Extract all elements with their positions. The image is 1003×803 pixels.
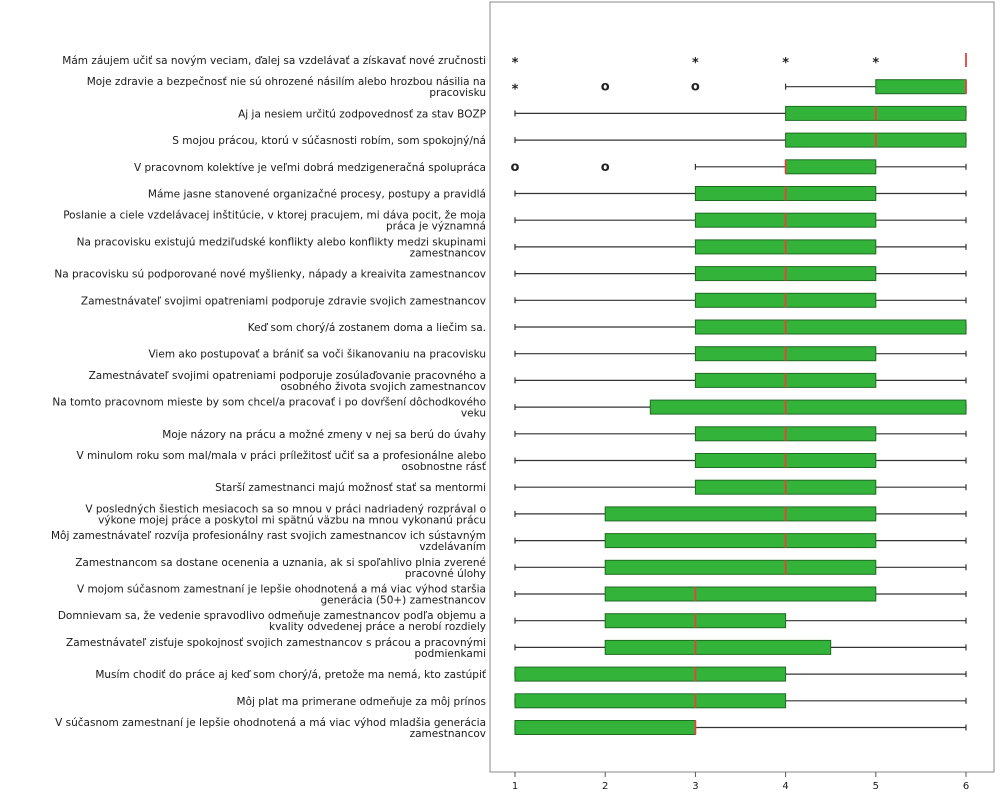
category-label-line: osobnostne rásť [401, 461, 486, 473]
iqr-box [605, 560, 876, 574]
category-label-line: výkone mojej práce a poskytol mi spätnú väzbu na mnou vykonanú prácu [98, 514, 486, 527]
iqr-box [515, 667, 786, 681]
x-tick-label: 4 [782, 781, 789, 792]
outlier-star: * [511, 82, 519, 98]
category-label [237, 696, 486, 708]
category-label-line: Zamestnávateľ svojimi opatreniami podporuje zosúlaďovanie pracovného a [88, 369, 486, 382]
iqr-box [515, 721, 695, 735]
iqr-box [650, 400, 966, 414]
category-label [85, 503, 486, 526]
iqr-box [605, 534, 876, 548]
category-label-line: pracovné úlohy [404, 567, 486, 580]
category-label-line: V súčasnom zamestnaní je lepšie ohodnotená a má viac výhod mladšia generácia [55, 717, 486, 729]
category-label [87, 76, 486, 99]
category-label [215, 482, 486, 494]
category-label-line: Na pracovisku sú podporované nové myšlienky, nápady a kreaivita zamestnancov [54, 268, 486, 281]
category-label-line: V mojom súčasnom zamestnaní je lepšie ohodnotená a má viac výhod staršia [76, 583, 486, 596]
category-label-line: Máme jasne stanovené organizačné procesy, postupy a pravidlá [147, 188, 486, 201]
category-label [89, 370, 486, 393]
category-label-line: Môj plat ma primerane odmeňuje za môj prínos [236, 695, 486, 708]
category-label [148, 189, 486, 201]
x-tick-label: 2 [602, 781, 609, 792]
category-label [95, 669, 486, 681]
category-label-line: Moje názory na prácu a možné zmeny v nej sa berú do úvahy [162, 428, 486, 441]
category-label [55, 717, 486, 740]
category-label [77, 584, 486, 607]
category-label [62, 55, 486, 67]
category-label-line: S mojou prácou, ktorú v súčasnosti robím, som spokojný/ná [172, 135, 486, 148]
category-label-line: podmienkami [414, 647, 486, 660]
category-label [54, 269, 486, 281]
category-label-line: osobného života svojich zamestnancov [280, 380, 486, 393]
iqr-box [786, 160, 876, 174]
iqr-box [605, 640, 831, 654]
iqr-box [515, 694, 786, 708]
category-label [66, 637, 486, 660]
category-label-line: V pracovnom kolektíve je veľmi dobrá medzigeneračná spolupráca [133, 161, 486, 174]
category-label-line: Domnievam sa, že vedenie spravodlivo odmeňuje zamestnancov podľa objemu a [57, 610, 486, 623]
category-label-line: Musím chodiť do práce aj keď som chorý/á, pretože ma nemá, kto zastúpiť [95, 669, 486, 682]
category-label-line: Moje zdravie a bezpečnosť nie sú ohrozené násilím alebo hrozbou násilia na [86, 76, 486, 89]
category-label-line: zamestnancov [409, 728, 486, 740]
category-label-line: Starší zamestnanci majú možnosť stať sa mentormi [215, 482, 486, 495]
category-label [77, 236, 486, 259]
iqr-box [605, 507, 876, 521]
x-tick-label: 5 [872, 781, 879, 792]
iqr-box [876, 80, 966, 94]
category-label-line: kvality odvedenej práce a nerobí rozdiely [269, 621, 486, 634]
category-label [134, 162, 486, 174]
category-label-line: generácia (50+) zamestnancov [320, 594, 486, 607]
category-label-line: Môj zamestnávateľ rozvíja profesionálny rast svojich zamestnancov ich sústavným [51, 530, 486, 543]
category-label [58, 610, 486, 633]
category-label [51, 530, 486, 553]
category-label [63, 210, 486, 233]
category-label [148, 349, 486, 361]
iqr-box [605, 587, 876, 601]
category-label-line: Poslanie a ciele vzdelávacej inštitúcie, v ktorej pracujem, mi dáva pocit, že moja [63, 209, 486, 222]
outlier-circle: o [600, 159, 610, 175]
outlier-circle: o [600, 79, 610, 95]
outlier-star: * [691, 56, 699, 71]
category-label-line: Viem ako postupovať a brániť sa voči šikanovaniu na pracovisku [148, 348, 486, 361]
category-label [238, 108, 486, 120]
outlier-star: * [511, 56, 519, 71]
x-tick-label: 6 [962, 781, 970, 792]
x-tick-label: 1 [511, 781, 519, 792]
category-label-line: Aj ja nesiem určitú zodpovednosť za stav BOZP [238, 108, 486, 121]
category-label-line: Zamestnávateľ zisťuje spokojnosť svojich zamestnancov s prácou a pracovnými [66, 636, 486, 649]
category-label-line: Na pracovisku existujú medziľudské konflikty alebo konflikty medzi skupinami [76, 236, 486, 249]
category-label-line: Zamestnávateľ svojimi opatreniami podporuje zdravie svojich zamestnancov [80, 295, 486, 308]
category-label-line: V posledných šiestich mesiacoch sa so mnou v práci nadriadený rozprával o [85, 503, 486, 516]
category-label [76, 450, 486, 473]
category-label [248, 322, 486, 334]
category-label [81, 295, 486, 307]
category-label-line: V minulom roku som mal/mala v práci príležitosť učiť sa a profesionálne alebo [76, 450, 486, 462]
category-label [162, 429, 486, 441]
outlier-star: * [872, 56, 880, 71]
category-label-line: zamestnancov [409, 247, 486, 260]
category-label-line: vzdelávaním [419, 541, 486, 554]
outlier-star: * [782, 56, 790, 71]
category-label [52, 397, 486, 420]
category-label-line: veku [460, 407, 486, 420]
category-label-line: Mám záujem učiť sa novým veciam, ďalej sa vzdelávať a získavať nové zručnosti [62, 55, 486, 67]
x-tick-label: 3 [692, 781, 699, 792]
outlier-circle: o [510, 159, 520, 175]
category-label-line: Keď som chorý/á zostanem doma a liečim sa. [247, 322, 486, 334]
category-label-line: pracovisku [429, 87, 486, 100]
category-label-line: práca je významná [385, 220, 486, 233]
x-axis [512, 772, 969, 792]
category-label-line: Zamestnancom sa dostane ocenenia a uznania, ak si spoľahlivo plnia zverené [75, 556, 486, 569]
category-label [172, 135, 486, 147]
category-label-line: Na tomto pracovnom mieste by som chcel/a pracovať i po dovŕšení dôchodkového [52, 396, 486, 409]
outlier-circle: o [690, 79, 700, 95]
iqr-box [695, 320, 966, 334]
category-label [75, 557, 486, 580]
